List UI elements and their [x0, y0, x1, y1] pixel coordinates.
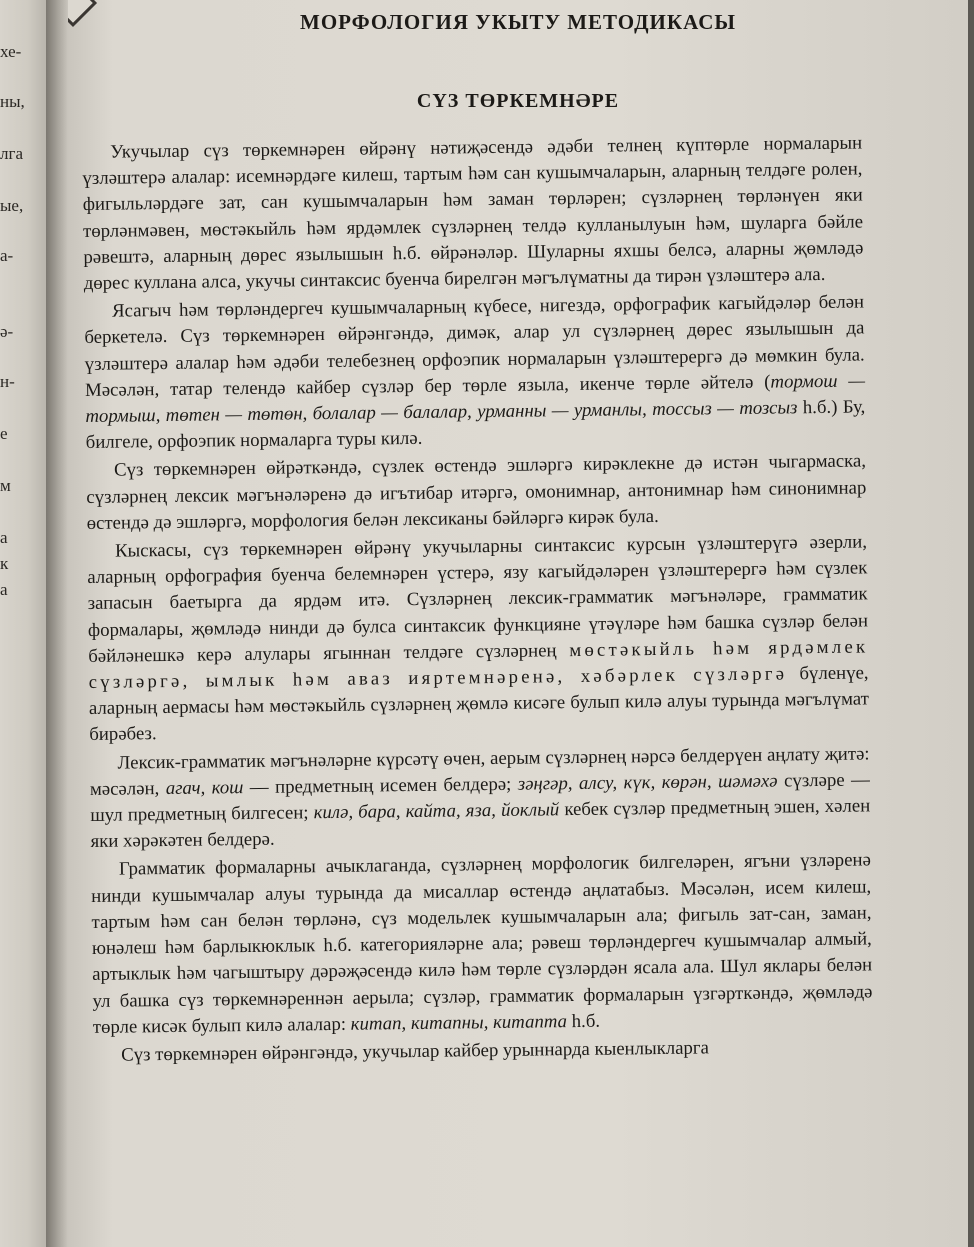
example-words: тормош — тормыш, төтен — төтөн, болалар — балалар, урманны — урманлы, тоссыз — тозсыз: [85, 370, 866, 428]
facing-page-fragment: хе-: [0, 42, 22, 61]
paragraph-6: Грамматик формаларны ачыклаганда, сүзләрнең морфологик билгеләрен, ягъни үзләренә нинди кушымчалар алуы турында да мисаллар өстендә аңлатабыз. Мәсәлән, исем килеш, тартым һәм сан белән төрләнә, сүз модельлек кушымчаларын ала; фигыль зат-сан, заман, юнәлеш һәм барлыкюклык һ.б. категорияләрне ала; рәвеш төрләндергеч кушымчалар алмый, артыклык һәм чагыштыру дәрәҗәсендә килә һәм төрле сүзләрдән ясала ала. Шул яклары белән ул башка сүз төркемнәреннән аерыла; сүзләр, грамматик формаларын үзгәрткәндә, җөмләдә төрле кисәк булып килә алалар: китап, китапны, китапта һ.б.: [91, 849, 873, 1038]
paragraph-3: Сүз төркемнәрен өйрәткәндә, сүзлек өстендә эшләргә кирәклекне дә истән чыгармаска, сүзләрнең лексик мәгънәләренә дә игътибар итәргә, омонимнар, антонимнар һәм синонимнар өстендә дә эшләргә, морфология белән лексиканы бәйләргә кирәк була.: [86, 450, 867, 534]
facing-page-fragment: а: [0, 528, 8, 547]
example-words: агач, кош: [165, 776, 244, 799]
facing-page-fragment: к: [0, 554, 9, 573]
section-title: СҮЗ ТӨРКЕМНӘРЕ: [416, 90, 620, 112]
facing-page-fragment: ые,: [0, 196, 24, 215]
paragraph-7: Сүз төркемнәрен өйрәнгәндә, укучылар кайбер урыннарда кыенлыкларга: [121, 1037, 710, 1066]
facing-page-fragment: ә-: [0, 322, 14, 341]
paragraph-4: Кыскасы, сүз төркемнәрен өйрәнү укучыларны синтаксис курсын үзләштерүгә әзерли, аларның орфография буенча белемнәрен үстерә, язу кагыйдәләрен үзләштерергә һәм сүзлек запасын баетырга да ярдәм итә. Сүзләрнең лексик-грамматик мәгънәләре, грамматик формалары, җөмләдә нинди дә булса синтаксик функцияне үтәүләре һәм башка сүзләр белән бәйләнешкә керә алулары ягыннан телдәге сүзләрнең мөстәкыйль һәм ярдәмлек сүзләргә, ымлык һәм аваз ияртемнәренә, хәбәрлек сүзләргә бүленүе, аларның аермасы һәм мөстәкыйль сүзләрнең җөмлә кисәге булып килә алуы турында мәгълүмат бирәбез.: [87, 531, 870, 746]
book-page: [68, 0, 968, 1247]
paragraph-1: Укучылар сүз төркемнәрен өйрәнү нәтиҗәсендә әдәби телнең күптөрле нормаларын үзләштерә алалар: исемнәрдәге килеш, тартым һәм сан кушымчаларын, аларның телдәге ролен, фигыльләрдәге зат, сан кушымчаларын һәм заман төрләрен; сүзләрнең төрләнүен яки төрләнмәвен, мөстәкыйль һәм ярдәмлек сүзләрнең телдә кулланылуын һәм, шуларга бәйле рәвештә, аларның дөрес язылышын һ.б. өйрәнәләр. Шуларны яхшы белсә, аларны җөмләдә дөрес куллана алса, укучы синтаксис буенча бирелгән мәгълүматны да тирән үзләштерә ала.: [82, 132, 864, 295]
body-text: [82, 130, 873, 1071]
facing-page-fragment: н-: [0, 372, 15, 391]
example-words: зәңгәр, алсу, күк, көрән, шәмәхә: [517, 770, 778, 795]
paragraph-2: Ясагыч һәм төрләндергеч кушымчаларның күбесе, нигездә, орфографик кагыйдәләр белән беркетелә. Сүз төркемнәрен өйрәнгәндә, димәк, алар ул сүзләрнең дөрес язылышын да үзләштерә алалар һәм әдәби телебезнең орфоэпик нормаларын үзләштерергә дә мөмкин була. Мәсәлән, татар телендә кайбер сүзләр бер төрле языла, икенче төрле әйтелә (тормош — тормыш, төтен — төтөн, болалар — балалар, урманны — урманлы, тоссыз — тозсыз һ.б.) Бу, билгеле, орфоэпик нормаларга туры килә.: [84, 291, 866, 454]
facing-page-fragment: е: [0, 424, 8, 443]
facing-page-fragment: ны,: [0, 92, 25, 111]
paragraph-5: Лексик-грамматик мәгънәләрне күрсәтү өчен, аерым сүзләрнең нәрсә белдерүен аңлату җитә: мәсәлән, агач, кош — предметның исемен белдерә; зәңгәр, алсу, күк, көрән, шәмәхә сүзләре — шул предметның билгесен; килә, бара, кайта, яза, йоклый кебек сүзләр предметның эшен, хәлен яки хәрәкәтен белдерә.: [89, 743, 871, 853]
facing-page-fragment: а-: [0, 246, 14, 265]
spaced-term-list: мөстәкыйль һәм ярдәмлек сүзләргә, ымлык һәм аваз ияртемнәренә, хәбәрлек сүзләргә: [88, 636, 869, 694]
facing-page-edge: [0, 0, 46, 1247]
facing-page-fragment: м: [0, 476, 11, 495]
example-words: китап, китапны, китапта: [350, 1010, 568, 1035]
example-words: килә, бара, кайта, яза, йоклый: [313, 799, 560, 824]
facing-page-fragment: а: [0, 580, 8, 599]
book-gutter: [46, 0, 68, 1247]
facing-page-fragment: лга: [0, 144, 24, 163]
running-head: МОРФОЛОГИЯ УКЫТУ МЕТОДИКАСЫ: [300, 10, 736, 34]
